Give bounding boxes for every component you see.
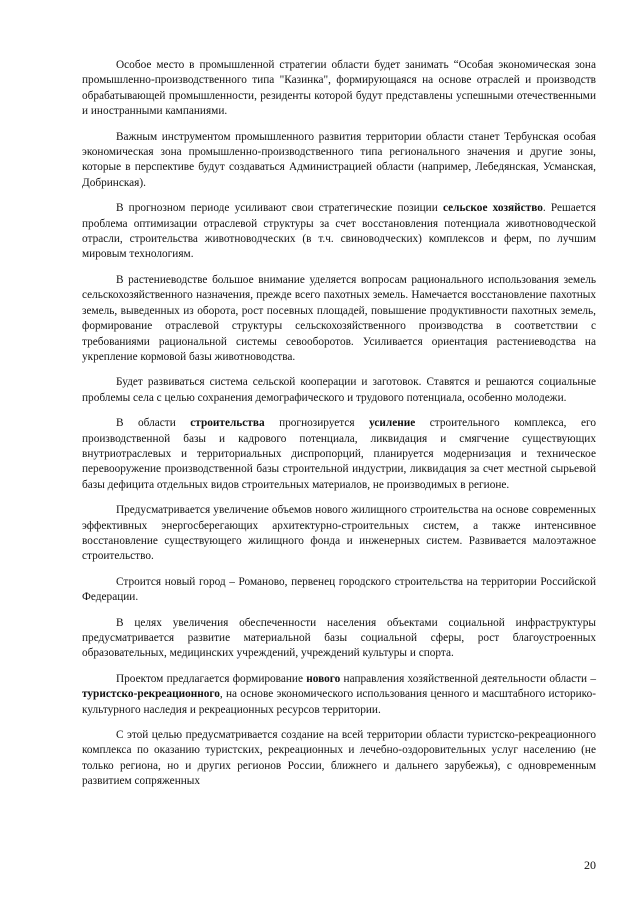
paragraph-social-infrastructure [82, 616, 596, 662]
text-run: В целях увеличения обеспеченности населения объектами социальной инфраструктуры предусматривается развитие материальной базы социальной сферы, рост благоустроенных образовательных, медицинских учреждений, учреждений культуры и спорта. [82, 616, 596, 660]
text-run: Предусматривается увеличение объемов нового жилищного строительства на основе современных эффективных энергосберегающих архитектурно-строительных систем, а также интенсивное восстановление существующего жилищного фонда и инженерных систем. Развивается малоэтажное строительство. [82, 504, 596, 563]
text-run: прогнозируется [264, 417, 370, 430]
paragraph-construction [82, 416, 596, 493]
bold-text: строительства [190, 417, 265, 430]
paragraph-rural-cooperation [82, 375, 596, 406]
text-run: В растениеводстве большое внимание уделяется вопросам рационального использования земель сельскохозяйственного назначения, прежде всего пахотных земель. Намечается восстановление пахотных земель, выведенных из оборота, рост посевных площадей, повышение продуктивности пахотных земель, формирование отраслевой структуры сельскохозяйственного производства в соответствии с требованиями рациональной системы севооборотов. Усиливается ориентация растениеводства на укрепление кормовой базы животноводства. [82, 273, 596, 363]
bold-text: усиление [369, 417, 416, 430]
bold-text: туристско-рекреационного [82, 688, 220, 701]
text-run: Важным инструментом промышленного развития территории области станет Тербунская особая экономическая зона промышленно-производственного типа регионального значения и другие зоны, которые в перспективе будут создаваться Администрацией области (например, Лебедянская, Усманская, Добринская). [82, 130, 596, 189]
text-run: С этой целью предусматривается создание на всей территории области туристско-рекреационного комплекса по оказанию туристских, рекреационных и лечебно-оздоровительных услуг населению (не только региона, но и других регионов России, ближнего и дальнего зарубежья), с одновременным развитием сопряженных [82, 729, 596, 788]
paragraph-romanovo-city [82, 575, 596, 606]
text-run: Будет развиваться система сельской кооперации и заготовок. Ставятся и решаются социальные проблемы села с целью сохранения демографического и трудового потенциала, особенно молодежи. [82, 376, 596, 404]
bold-text: сельское хозяйство [442, 202, 543, 215]
text-run: направления хозяйственной деятельности области – [340, 672, 596, 685]
text-run: Проектом предлагается формирование [116, 672, 307, 685]
paragraph-tourism-complex [82, 728, 596, 790]
page-number: 20 [584, 858, 596, 872]
body-text [82, 58, 596, 790]
paragraph-terbunskaya-zone [82, 130, 596, 192]
paragraph-agriculture [82, 201, 596, 263]
paragraph-tourism-direction [82, 672, 596, 718]
text-run: . Решается проблема оптимизации отраслевой структуры за счет восстановления потенциала животноводческой отрасли, строительства животноводческих (в т.ч. свиноводческих) комплексов и ферм, по лучшим мировым технологиям. [82, 202, 597, 261]
paragraph-housing [82, 503, 596, 565]
text-run: Строится новый город – Романово, первенец городского строительства на территории Российской Федерации. [82, 575, 596, 604]
text-run: В области [116, 417, 191, 430]
paragraph-crop-production [82, 273, 596, 365]
text-run: , на основе экономического использования ценного и масштабного историко-культурного наследия и рекреационных ресурсов территории. [82, 688, 596, 716]
paragraph-industry-kazinka [82, 58, 596, 120]
text-run: строительного комплекса, его производственной базы и кадрового потенциала, ликвидация и смягчение существующих внутриотраслевых и территориальных диспропорций, планируется модернизация и техническое перевооружение производственной базы строительной индустрии, ликвидация за счет местной сырьевой базы дефицита отдельных видов строительных материалов, не производимых в регионе. [82, 417, 597, 491]
bold-text: нового [306, 672, 341, 685]
text-run: Особое место в промышленной стратегии области будет занимать “Особая экономическая зона промышленно-производственного типа "Казинка", формирующаяся на основе отраслей и производств обрабатывающей промышленности, резиденты которой будут представлены успешными отечественными и иностранными кампаниями. [82, 59, 596, 118]
text-run: В прогнозном периоде усиливают свои стратегические позиции [116, 202, 443, 215]
